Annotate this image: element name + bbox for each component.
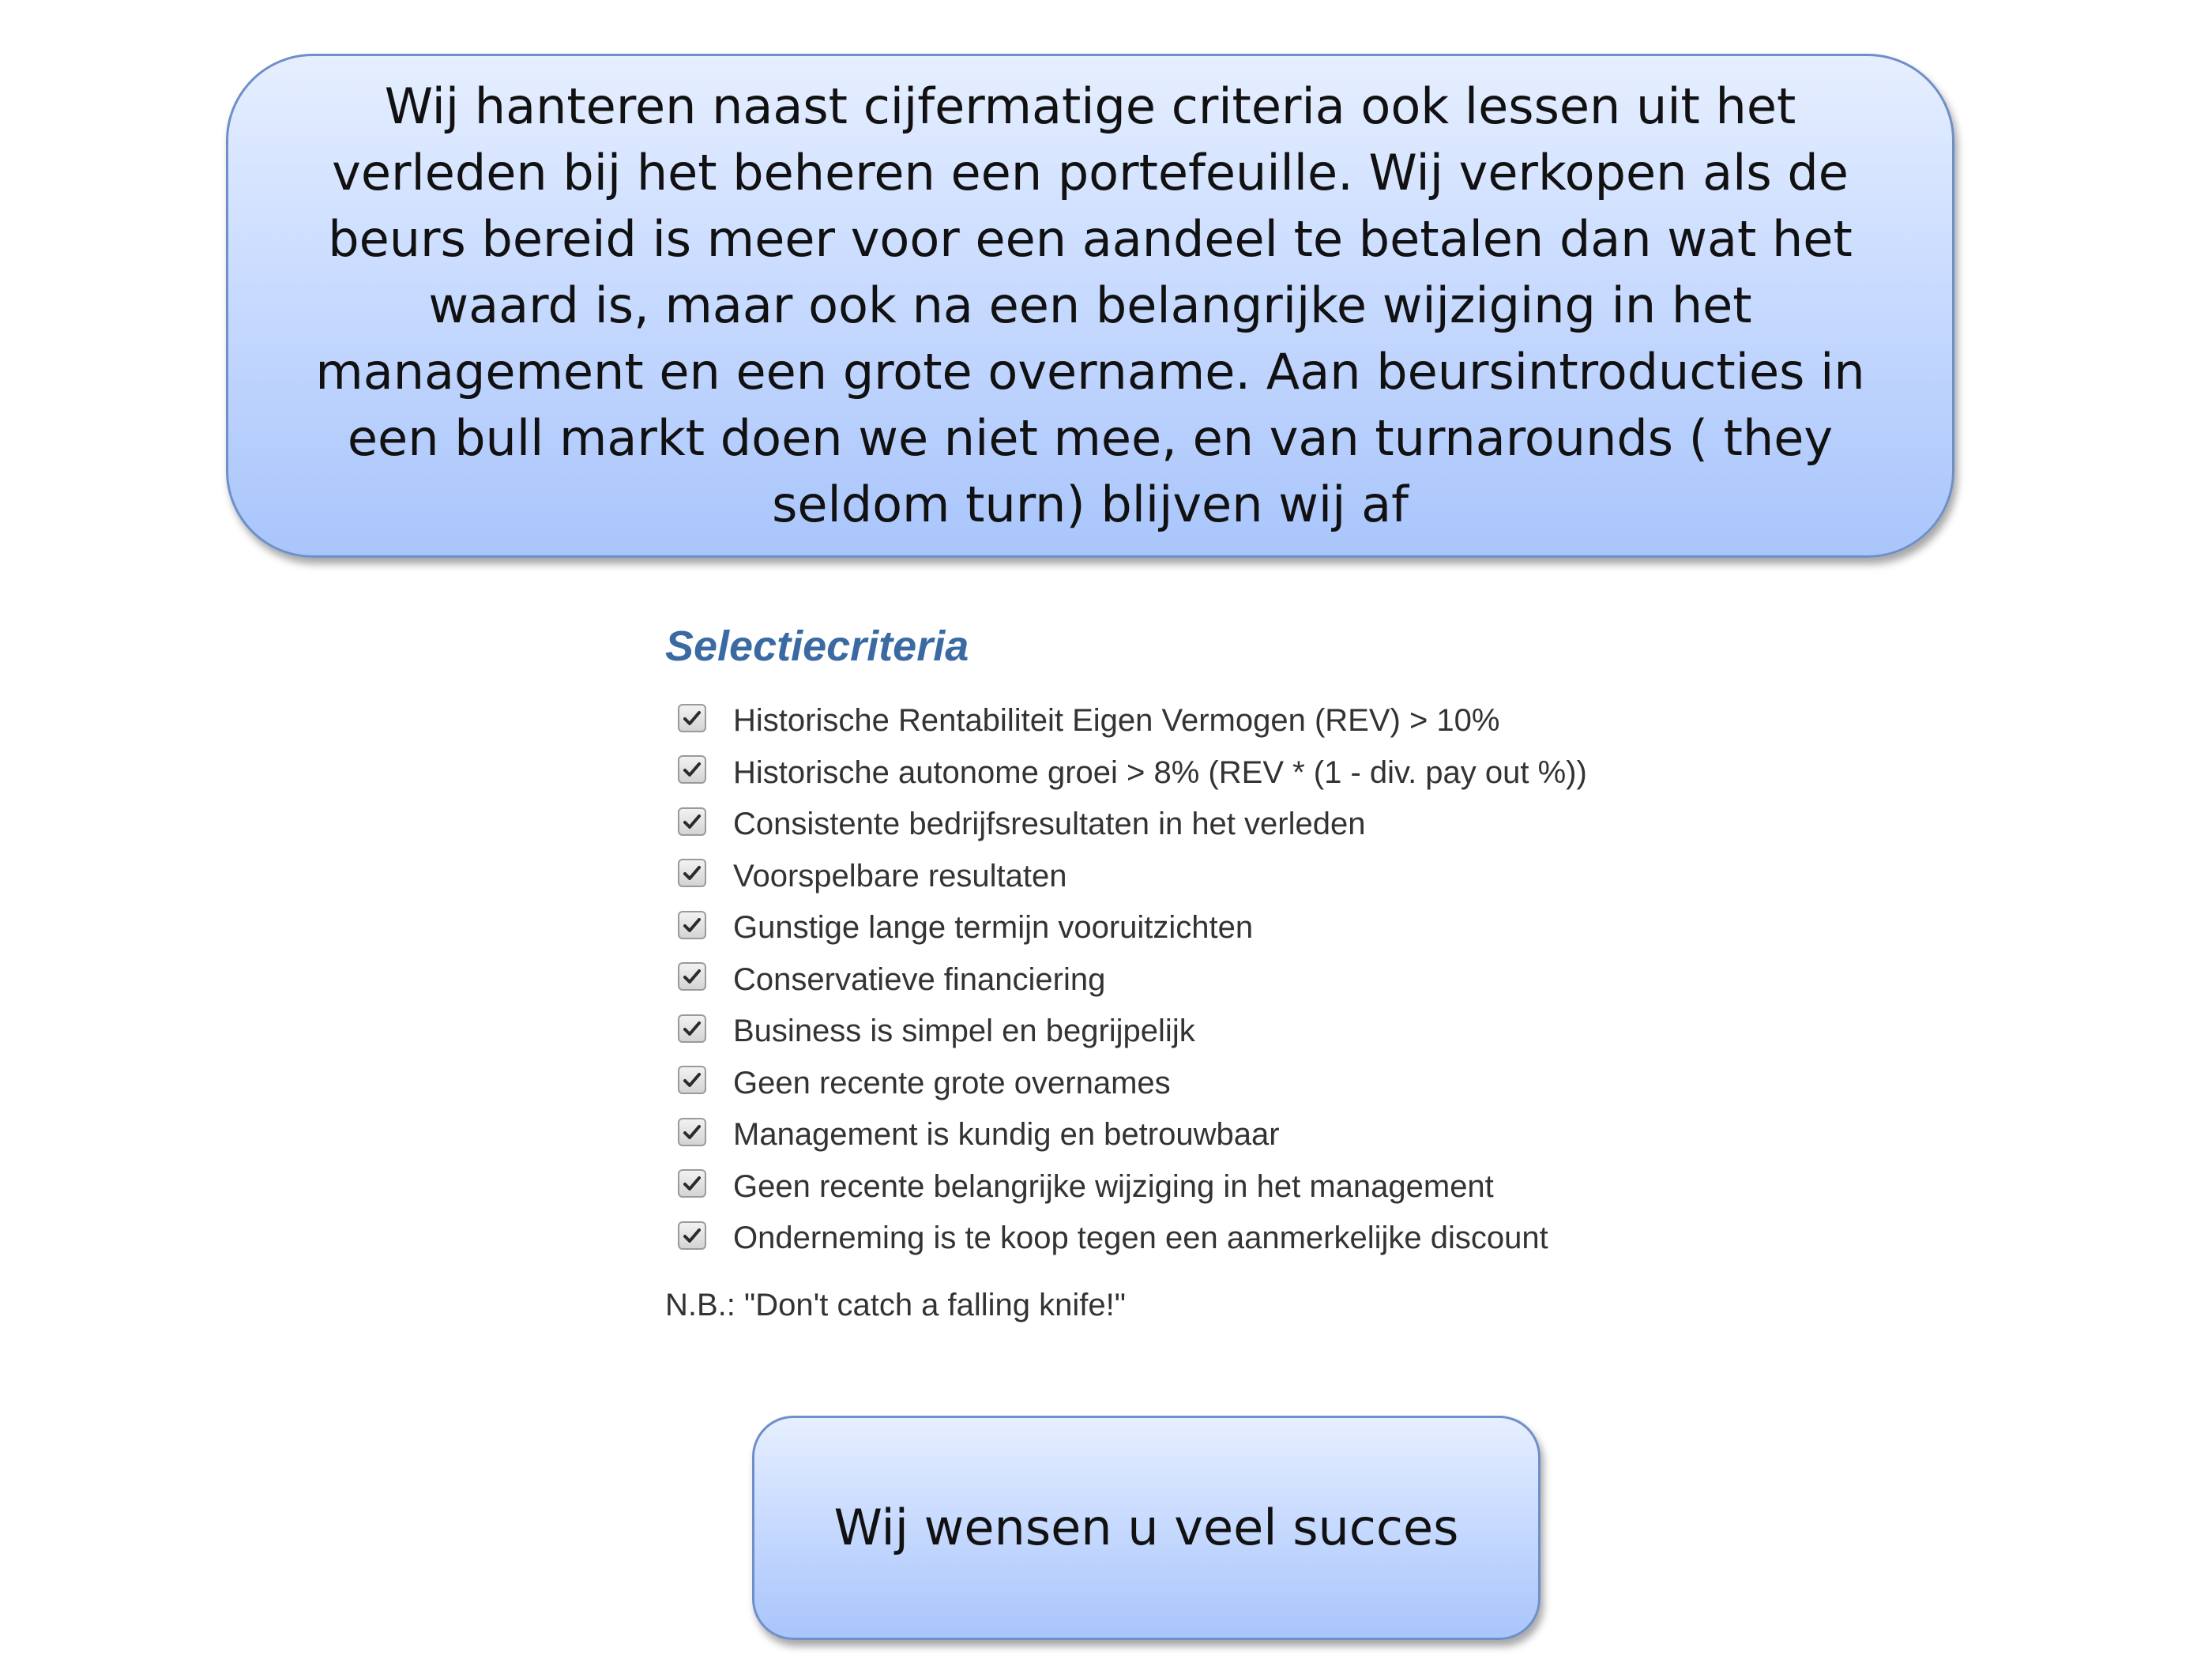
bottom-callout: [752, 1416, 1540, 1640]
criteria-item: [665, 695, 1692, 747]
checkbox[interactable]: [678, 1066, 706, 1094]
check-icon: [681, 707, 703, 729]
criteria-item: [665, 1006, 1692, 1058]
criteria-item-label: Gunstige lange termijn vooruitzichten: [733, 910, 1254, 946]
checkbox[interactable]: [678, 859, 706, 887]
check-icon: [681, 965, 703, 988]
criteria-item-label: Historische Rentabiliteit Eigen Vermogen (REV) > 10%: [733, 703, 1500, 739]
bottom-callout-text: Wij wensen u veel succes: [833, 1499, 1459, 1556]
check-icon: [681, 1018, 703, 1040]
criteria-item-label: Business is simpel en begrijpelijk: [733, 1014, 1195, 1049]
selection-criteria-panel: [665, 621, 1692, 1325]
criteria-item-label: Geen recente belangrijke wijziging in het management: [733, 1168, 1494, 1204]
criteria-item: [665, 799, 1692, 851]
criteria-item-label: Voorspelbare resultaten: [733, 858, 1067, 893]
checkbox[interactable]: [678, 704, 706, 732]
checkbox[interactable]: [678, 962, 706, 991]
criteria-item-label: Onderneming is te koop tegen een aanmerkelijke discount: [733, 1221, 1548, 1256]
check-icon: [681, 1069, 703, 1091]
check-icon: [681, 914, 703, 936]
check-icon: [681, 811, 703, 833]
criteria-item: [665, 954, 1692, 1006]
criteria-item: [665, 902, 1692, 954]
check-icon: [681, 1172, 703, 1194]
criteria-item: [665, 851, 1692, 903]
criteria-list: [665, 695, 1692, 1265]
criteria-item: [665, 1058, 1692, 1110]
criteria-item: [665, 1109, 1692, 1161]
checkbox[interactable]: [678, 755, 706, 784]
checkbox[interactable]: [678, 1118, 706, 1146]
checkbox[interactable]: [678, 1221, 706, 1250]
checkbox[interactable]: [678, 1014, 706, 1043]
top-callout-text: Wij hanteren naast cijfermatige criteria ook lessen uit het verleden bij het beheren een portefeuille. Wij verkopen als de beurs bereid is meer voor een aandeel te betalen dan wat het waard is, maar ook na een belangrijke wijziging in het management en een grote overname. Aan beursintroducties in een bull markt doen we niet mee, en van turnarounds ( they seldom turn) blijven wij af: [315, 77, 1865, 533]
criteria-item-label: Management is kundig en betrouwbaar: [733, 1117, 1280, 1153]
top-callout: [226, 54, 1954, 558]
checkbox[interactable]: [678, 911, 706, 939]
criteria-item-label: Geen recente grote overnames: [733, 1065, 1171, 1100]
criteria-item-label: Conservatieve financiering: [733, 961, 1106, 997]
check-icon: [681, 1121, 703, 1143]
criteria-title: Selectiecriteria: [665, 623, 969, 670]
criteria-item: [665, 747, 1692, 799]
criteria-item-label: Historische autonome groei > 8% (REV * (1 - div. pay out %)): [733, 754, 1587, 790]
criteria-item: [665, 1213, 1692, 1265]
check-icon: [681, 1224, 703, 1247]
checkbox[interactable]: [678, 807, 706, 836]
checkbox[interactable]: [678, 1169, 706, 1198]
nb-note: N.B.: "Don't catch a falling knife!": [665, 1287, 1126, 1322]
check-icon: [681, 862, 703, 884]
criteria-item-label: Consistente bedrijfsresultaten in het verleden: [733, 807, 1366, 842]
criteria-item: [665, 1161, 1692, 1213]
check-icon: [681, 758, 703, 781]
